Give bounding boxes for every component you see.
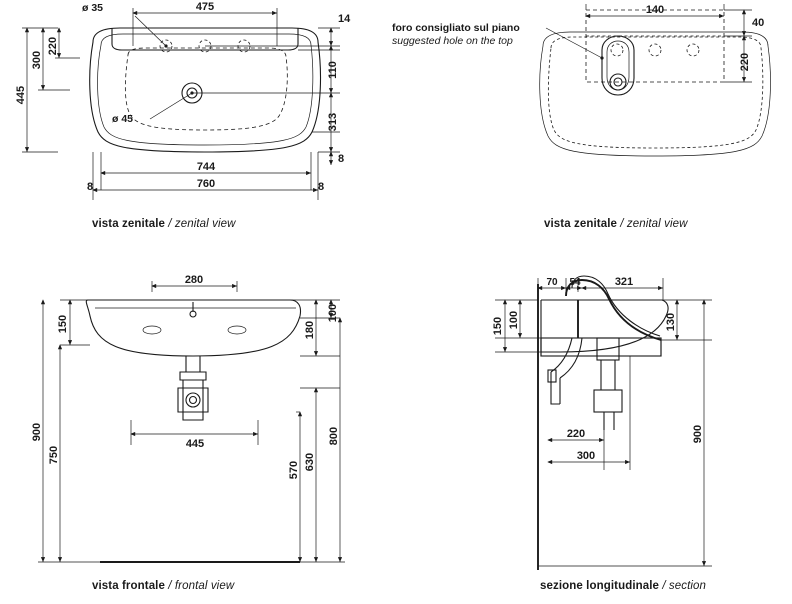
caption-zenital-left-en: / zenital view	[165, 218, 236, 230]
caption-frontal	[92, 580, 234, 592]
svg-text:280: 280	[184, 274, 204, 286]
caption-section-en: / section	[659, 580, 707, 592]
suggested-hole-note-en: suggested hole on the top	[392, 34, 513, 47]
svg-text:760: 760	[196, 178, 216, 190]
svg-text:220: 220	[566, 428, 586, 440]
caption-zenital-left-it: vista zenitale	[92, 218, 165, 230]
caption-section-it: sezione longitudinale	[540, 580, 660, 592]
caption-zenital-right	[544, 218, 688, 230]
svg-text:150: 150	[492, 316, 504, 336]
svg-text:300: 300	[576, 450, 596, 462]
frontal-geometry	[86, 300, 300, 562]
svg-text:750: 750	[48, 445, 60, 465]
svg-text:150: 150	[57, 314, 69, 334]
svg-text:8: 8	[86, 181, 94, 193]
svg-text:130: 130	[665, 312, 677, 332]
zenital-left-geometry	[90, 16, 321, 152]
svg-text:180: 180	[304, 320, 316, 340]
svg-text:220: 220	[739, 52, 751, 72]
svg-text:630: 630	[304, 452, 316, 472]
caption-frontal-en: / frontal view	[164, 580, 235, 592]
zenital-left-dimensions	[15, 1, 351, 200]
svg-text:475: 475	[195, 1, 215, 13]
dim-drain-diameter-45: ø 45	[112, 113, 134, 125]
frontal-dimensions	[31, 274, 345, 562]
svg-text:313: 313	[327, 112, 339, 132]
svg-text:8: 8	[317, 181, 325, 193]
svg-text:40: 40	[752, 17, 765, 29]
svg-text:900: 900	[692, 424, 704, 444]
zenital-right-dimensions	[586, 4, 764, 82]
svg-text:14: 14	[338, 13, 351, 25]
suggested-hole-note	[392, 22, 520, 47]
svg-text:445: 445	[15, 85, 27, 105]
suggested-hole-note-it: foro consigliato sul piano	[392, 22, 520, 34]
svg-text:70: 70	[546, 277, 558, 288]
svg-text:300: 300	[31, 50, 43, 70]
svg-text:445: 445	[185, 438, 205, 450]
caption-frontal-it: vista frontale	[92, 580, 165, 592]
svg-text:8: 8	[338, 153, 345, 165]
section-dimensions	[492, 276, 712, 566]
svg-text:110: 110	[327, 61, 339, 79]
svg-text:100: 100	[508, 310, 520, 330]
svg-text:321: 321	[614, 276, 634, 288]
caption-zenital-left	[92, 218, 236, 230]
svg-text:800: 800	[328, 426, 340, 446]
svg-text:220: 220	[47, 36, 59, 56]
svg-text:744: 744	[196, 161, 216, 173]
svg-text:54: 54	[569, 277, 581, 288]
svg-text:140: 140	[645, 4, 665, 16]
caption-section	[540, 580, 706, 592]
section-geometry	[538, 276, 668, 570]
svg-text:570: 570	[288, 460, 300, 480]
dim-hole-diameter-35: ø 35	[82, 2, 104, 14]
caption-zenital-right-en: / zenital view	[617, 218, 688, 230]
caption-zenital-right-it: vista zenitale	[544, 218, 617, 230]
svg-text:900: 900	[31, 422, 43, 442]
zenital-right-geometry	[540, 10, 771, 156]
svg-text:100: 100	[327, 303, 339, 323]
